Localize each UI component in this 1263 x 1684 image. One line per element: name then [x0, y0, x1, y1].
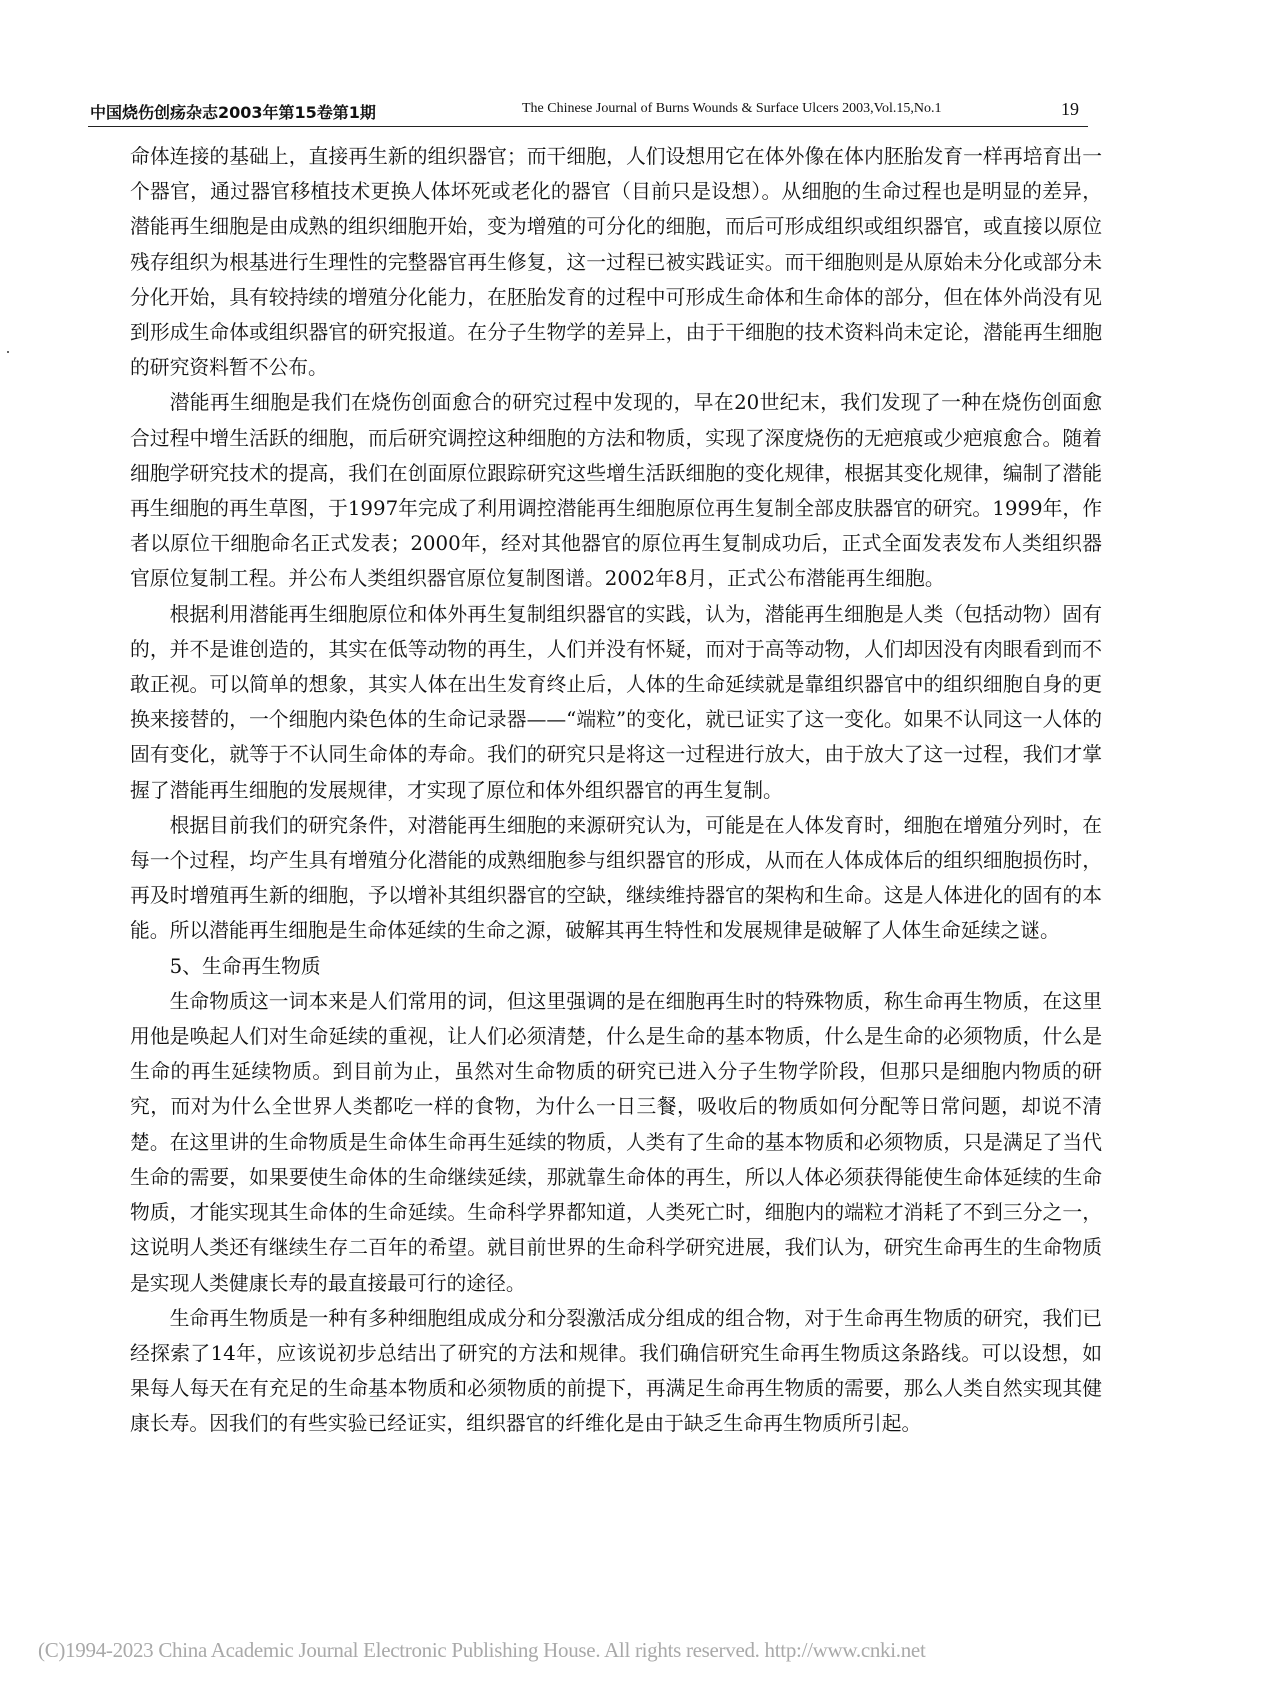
margin-speck: [7, 351, 9, 353]
article-body: [130, 139, 1102, 1442]
journal-title-english: The Chinese Journal of Burns Wounds & Surface Ulcers 2003,Vol.15,No.1: [522, 101, 942, 116]
paragraph-regeneration-substance: 生命再生物质是一种有多种细胞组成成分和分裂激活成分组成的组合物，对于生命再生物质的研究，我们已经探索了14年，应该说初步总结出了研究的方法和规律。我们确信研究生命再生物质这条路线。可以设想，如果每人每天在有充足的生命基本物质和必须物质的前提下，再满足生命再生物质的需要，那么人类自然实现其健康长寿。因我们的有些实验已经证实，组织器官的纤维化是由于缺乏生命再生物质所引起。: [130, 1306, 1102, 1436]
paragraph-origin: 根据目前我们的研究条件，对潜能再生细胞的来源研究认为，可能是在人体发育时，细胞在增殖分列时，在每一个过程，均产生具有增殖分化潜能的成熟细胞参与组织器官的形成，从而在人体成体后的组织细胞损伤时，再及时增殖再生新的细胞，予以增补其组织器官的空缺，继续维持器官的架构和生命。这是人体进化的固有的本能。所以潜能再生细胞是生命体延续的生命之源，破解其再生特性和发展规律是破解了人体生命延续之谜。: [130, 813, 1102, 943]
running-header: [90, 100, 1090, 124]
page-number: 19: [1061, 99, 1079, 119]
section-heading: 5、生命再生物质: [169, 954, 321, 978]
paragraph-inherent-nature: 根据利用潜能再生细胞原位和体外再生复制组织器官的实践，认为，潜能再生细胞是人类（包括动物）固有的，并不是谁创造的，其实在低等动物的再生，人们并没有怀疑，而对于高等动物，人们却因没有肉眼看到而不敢正视。可以简单的想象，其实人体在出生发育终止后，人体的生命延续就是靠组织器官中的组织细胞自身的更换来接替的，一个细胞内染色体的生命记录器——“端粒”的变化，就已证实了这一变化。如果不认同这一人体的固有变化，就等于不认同生命体的寿命。我们的研究只是将这一过程进行放大，由于放大了这一过程，我们才掌握了潜能再生细胞的发展规律，才实现了原位和体外组织器官的再生复制。: [130, 602, 1102, 802]
paragraph-life-substance: 生命物质这一词本来是人们常用的词，但这里强调的是在细胞再生时的特殊物质，称生命再生物质，在这里用他是唤起人们对生命延续的重视，让人们必须清楚，什么是生命的基本物质，什么是生命的必须物质，什么是生命的再生延续物质。到目前为止，虽然对生命物质的研究已进入分子生物学阶段，但那只是细胞内物质的研究，而对为什么全世界人类都吃一样的食物，为什么一日三餐，吸收后的物质如何分配等日常问题，却说不清楚。在这里讲的生命物质是生命体生命再生延续的物质，人类有了生命的基本物质和必须物质，只是满足了当代生命的需要，如果要使生命体的生命继续延续，那就靠生命体的再生，所以人体必须获得能使生命体延续的生命物质，才能实现其生命体的生命延续。生命科学界都知道，人类死亡时，细胞内的端粒才消耗了不到三分之一，这说明人类还有继续生存二百年的希望。就目前世界的生命科学研究进展，我们认为，研究生命再生的生命物质是实现人类健康长寿的最直接最可行的途径。: [130, 989, 1102, 1295]
copyright-footer: (C)1994-2023 China Academic Journal Electronic Publishing House. All rights reserved. http://www.cnki.net: [38, 1638, 926, 1662]
paragraph-discovery: 潜能再生细胞是我们在烧伤创面愈合的研究过程中发现的，早在20世纪末，我们发现了一种在烧伤创面愈合过程中增生活跃的细胞，而后研究调控这种细胞的方法和物质，实现了深度烧伤的无疤痕或少疤痕愈合。随着细胞学研究技术的提高，我们在创面原位跟踪研究这些增生活跃细胞的变化规律，根据其变化规律，编制了潜能再生细胞的再生草图，于1997年完成了利用调控潜能再生细胞原位再生复制全部皮肤器官的研究。1999年，作者以原位干细胞命名正式发表；2000年，经对其他器官的原位再生复制成功后，正式全面发表发布人类组织器官原位复制工程。并公布人类组织器官原位复制图谱。2002年8月，正式公布潜能再生细胞。: [130, 391, 1102, 591]
paragraph-continued: 命体连接的基础上，直接再生新的组织器官；而干细胞，人们设想用它在体外像在体内胚胎发育一样再培育出一个器官，通过器官移植技术更换人体坏死或老化的器官（目前只是设想）。从细胞的生命过程也是明显的差异，潜能再生细胞是由成熟的组织细胞开始，变为增殖的可分化的细胞，而后可形成组织或组织器官，或直接以原位残存组织为根基进行生理性的完整器官再生修复，这一过程已被实践证实。而干细胞则是从原始未分化或部分未分化开始，具有较持续的增殖分化能力，在胚胎发育的过程中可形成生命体和生命体的部分，但在体外尚没有见到形成生命体或组织器官的研究报道。在分子生物学的差异上，由于干细胞的技术资料尚未定论，潜能再生细胞的研究资料暂不公布。: [130, 145, 1102, 380]
header-divider: [88, 126, 1088, 127]
journal-title-chinese: 中国烧伤创疡杂志2003年第15卷第1期: [90, 103, 376, 122]
